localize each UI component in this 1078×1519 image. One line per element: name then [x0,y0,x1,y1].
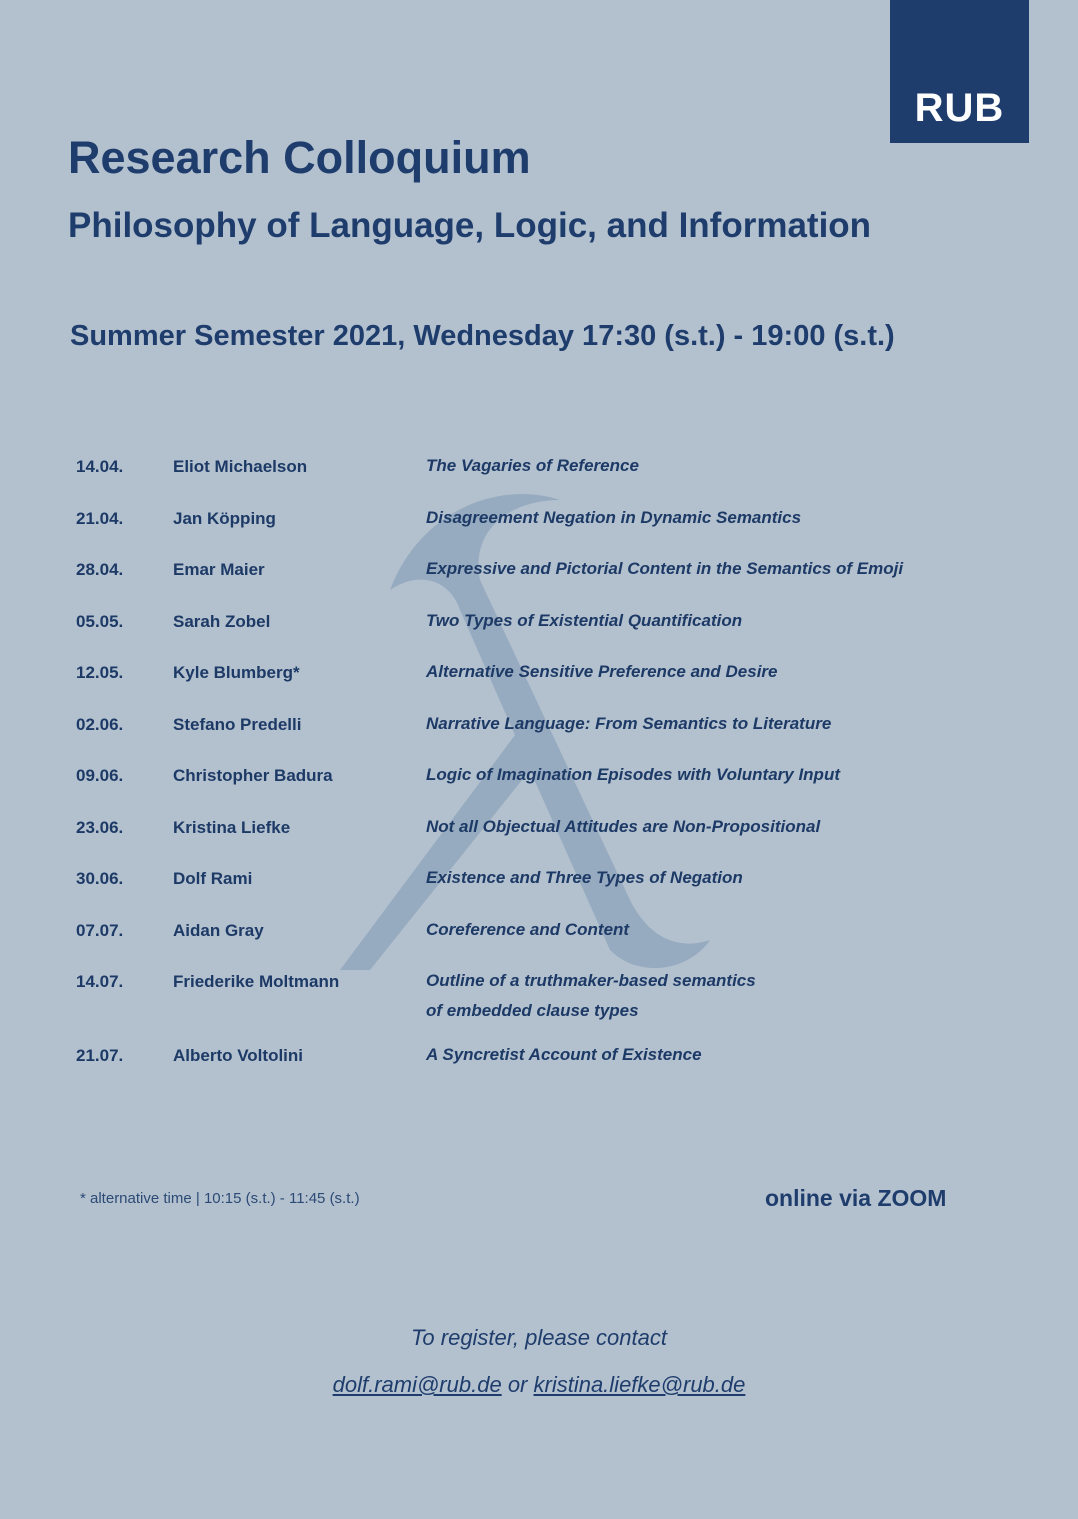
talk-title: Alternative Sensitive Preference and Desire [426,662,778,681]
online-via-zoom: online via ZOOM [765,1185,947,1211]
talk-date: 14.04. [76,457,124,476]
talk-title: Logic of Imagination Episodes with Voluntary Input [426,765,840,784]
talk-title-line2: of embedded clause types [426,1001,639,1020]
alternative-time-footnote: * alternative time | 10:15 (s.t.) - 11:45 (s.t.) [80,1190,360,1207]
talk-date: 21.07. [76,1046,124,1065]
talk-date: 05.05. [76,611,124,631]
contact-email-link[interactable]: dolf.rami@rub.de [332,1372,502,1397]
talk-title: Two Types of Existential Quantification [426,610,743,630]
talk-date: 02.06. [76,714,124,734]
talk-date: 07.07. [76,920,124,940]
talk-title: Narrative Language: From Semantics to Literature [426,713,832,733]
talk-speaker: Kyle Blumberg* [173,663,300,682]
talk-speaker: Jan Köpping [173,508,276,528]
talk-speaker: Stefano Predelli [173,714,302,734]
talk-speaker: Eliot Michaelson [173,457,308,476]
talk-speaker: Aidan Gray [173,920,264,940]
talk-title: The Vagaries of Reference [426,456,639,475]
contact-line [0,1372,1078,1398]
talk-date: 21.04. [76,508,124,528]
talk-speaker: Emar Maier [173,560,265,579]
talk-speaker: Friederike Moltmann [173,972,340,991]
page-subtitle: Philosophy of Language, Logic, and Information [68,206,872,245]
page-title: Research Colloquium [68,132,531,183]
talk-speaker: Alberto Voltolini [173,1046,304,1065]
talk-title: Not all Objectual Attitudes are Non-Propositional [426,816,821,836]
talk-title: A Syncretist Account of Existence [426,1045,702,1064]
talk-date: 28.04. [76,560,124,579]
talk-title [426,966,986,1026]
schedule-row [76,663,996,715]
talk-title: Expressive and Pictorial Content in the Semantics of Emoji [426,559,904,578]
talk-date: 14.07. [76,972,124,991]
talk-date: 30.06. [76,869,124,888]
schedule-row [76,818,996,870]
schedule-list [76,457,996,1098]
schedule-row [76,560,996,612]
schedule-row [76,921,996,973]
talk-date: 12.05. [76,663,124,682]
talk-speaker: Kristina Liefke [173,817,291,837]
talk-speaker: Dolf Rami [173,869,253,888]
contact-email-link[interactable]: kristina.liefke@rub.de [533,1372,746,1397]
rub-logo [890,0,1029,143]
talk-title-line1: Outline of a truthmaker-based semantics [426,971,756,990]
semester-info: Summer Semester 2021, Wednesday 17:30 (s.t.) - 19:00 (s.t.) [70,320,895,352]
talk-date: 09.06. [76,766,124,785]
schedule-row [76,509,996,561]
schedule-row [76,457,996,509]
talk-speaker: Sarah Zobel [173,611,271,631]
register-text: To register, please contact [410,1325,667,1350]
talk-date: 23.06. [76,817,124,837]
logo-text: RUB [914,86,1005,130]
talk-title: Coreference and Content [426,919,630,939]
schedule-row [76,612,996,664]
schedule-row [76,766,996,818]
talk-speaker: Christopher Badura [173,766,333,785]
schedule-row [76,869,996,921]
schedule-row [76,715,996,767]
schedule-row [76,972,996,1046]
schedule-row [76,1046,996,1098]
talk-title: Disagreement Negation in Dynamic Semantics [426,507,802,527]
talk-title: Existence and Three Types of Negation [426,868,743,887]
contact-or: or [507,1372,528,1397]
